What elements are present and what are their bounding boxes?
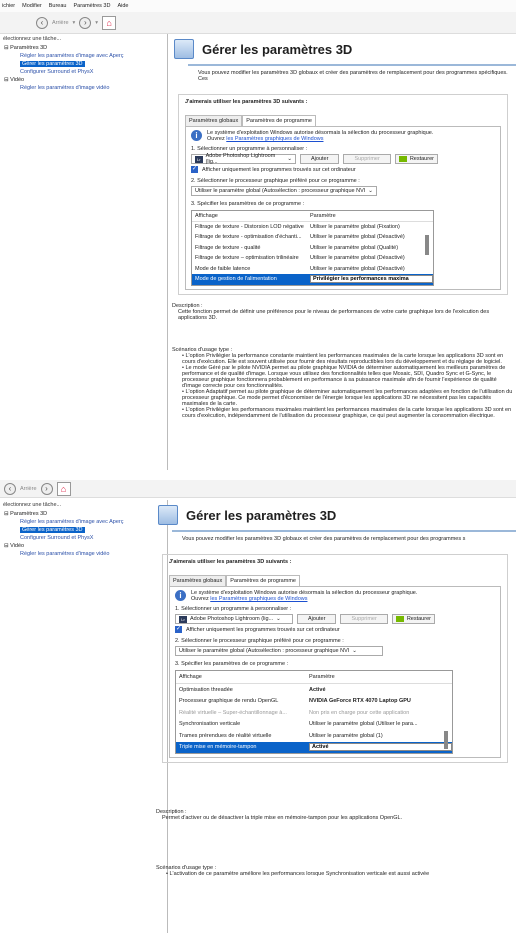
- home-icon[interactable]: ⌂: [57, 482, 71, 496]
- col-feature: Affichage: [179, 674, 202, 680]
- nvidia-icon: [396, 616, 404, 622]
- forward-arrow-icon[interactable]: ›: [41, 483, 53, 495]
- triple-buffering-select[interactable]: Activé: [309, 743, 452, 751]
- page-intro: Vous pouvez modifier les paramètres 3D globaux et créer des paramètres de remplacement pour des programmes spécifiques. Ces: [198, 70, 508, 82]
- page-intro: Vous pouvez modifier les paramètres 3D globaux et créer des paramètres de remplacement pour des programmes s: [182, 536, 466, 542]
- program-row: [191, 154, 495, 164]
- show-only-label: Afficher uniquement les programmes trouvés sur cet ordinateur: [202, 166, 356, 173]
- description-text: Cette fonction permet de définir une préférence pour le niveau de performances de votre carte graphique lors de l'exécution des applications 3D.: [178, 308, 490, 321]
- chevron-down-icon: ⌄: [287, 156, 292, 162]
- task-sidebar: [0, 34, 168, 470]
- home-icon[interactable]: ⌂: [102, 16, 116, 30]
- list-item: • L'option Privilégier les performances maximales maintient les performances maximales de la carte lorsque les applications 3D sont en cours d'exécution, indépendamment de l'utilisation du processeur graphique, ce qui peut augmenter la consommation électrique.: [182, 406, 512, 419]
- back-label[interactable]: Arrière: [52, 19, 69, 26]
- gpu-value: Utiliser le paramètre global (Autosélection : processeur graphique NVI: [179, 648, 350, 654]
- info-text: Le système d'exploitation Windows autorise désormais la sélection du processeur graphique.: [191, 590, 418, 596]
- tab-program-settings[interactable]: Paramètres de programme: [242, 115, 316, 126]
- info-open: Ouvrez: [191, 596, 209, 602]
- show-only-checkbox[interactable]: ✓: [175, 626, 182, 632]
- menu-help[interactable]: Aide: [117, 3, 129, 9]
- program-select[interactable]: [175, 614, 293, 624]
- table-row-selected[interactable]: Triple mise en mémoire-tampon Activé: [176, 742, 452, 754]
- info-notice: [191, 130, 495, 142]
- description-section: [172, 303, 516, 419]
- settings-heading: J'aimerais utiliser les paramètres 3D suivants :: [169, 559, 292, 565]
- description-section: [156, 809, 516, 877]
- tab-bar: [185, 115, 501, 126]
- page-title: Gérer les paramètres 3D: [202, 41, 353, 57]
- page-header: [168, 34, 516, 64]
- gpu-row: [191, 186, 495, 196]
- add-button[interactable]: Ajouter: [300, 154, 339, 164]
- tree-item-video-image[interactable]: Régler les paramètres d'image vidéo: [20, 551, 110, 557]
- step2-label: 2. Sélectionner le processeur graphique préféré pour ce programme :: [191, 178, 360, 184]
- tab-program-settings[interactable]: Paramètres de programme: [226, 575, 300, 586]
- page-title: Gérer les paramètres 3D: [186, 507, 337, 523]
- table-row[interactable]: Réalité virtuelle – Super-échantillonnage à... Non pris en charge pour cette application: [179, 709, 410, 716]
- tree-item-3d-settings[interactable]: ⊟ Paramètres 3D: [4, 511, 48, 517]
- list-item: • Le mode Géré par le pilote NVIDIA permet au pilote graphique NVIDIA de déterminer automatiquement les meilleurs paramètres de performance et de qualité d'image. Lorsque vous utilisez des fonctionnalités telles que Mosaic, SDI, Quadro Sync et G-Sync, le processeur graphique fonctionnera probablement en performance à sa puissance maximale afin de fournir l'expérience de qualité d'image correcte pour ces fonctionnalités.: [182, 364, 506, 389]
- grid-header: [176, 671, 452, 684]
- description-label: Description :: [172, 302, 203, 309]
- gpu-select[interactable]: [175, 646, 383, 656]
- restore-button[interactable]: Restaurer: [395, 154, 438, 164]
- tree-item-image-settings[interactable]: Régler les paramètres d'image avec Aperç: [20, 53, 124, 59]
- back-arrow-icon[interactable]: ‹: [36, 17, 48, 29]
- info-text: Le système d'exploitation Windows autorise désormais la sélection du processeur graphique.: [207, 130, 434, 136]
- step1-label: 1. Sélectionner un programme à personnaliser :: [191, 146, 308, 152]
- task-heading: électionnez une tâche...: [3, 502, 62, 508]
- 3d-settings-icon: [158, 505, 178, 525]
- lightroom-icon: Lr: [179, 616, 187, 623]
- description-label: Description :: [156, 809, 187, 815]
- usage-label: Scénarios d'usage type :: [156, 865, 217, 871]
- chevron-down-icon: ⌄: [352, 648, 357, 654]
- menu-desktop[interactable]: Bureau: [48, 3, 67, 9]
- show-only-checkbox[interactable]: ✓: [191, 166, 198, 172]
- task-heading: électionnez une tâche...: [3, 36, 62, 42]
- windows-graphics-link[interactable]: les Paramètres graphiques de Windows: [226, 136, 324, 142]
- table-row[interactable]: Filtrage de texture - Distorsion LOD négative Utiliser le paramètre global (Fixation): [195, 223, 400, 230]
- toolbar: [0, 12, 516, 34]
- grid-scrollbar[interactable]: [425, 235, 429, 255]
- tree-item-surround-physx[interactable]: Configurer Surround et PhysX: [20, 535, 94, 541]
- table-row[interactable]: Optimisation threadée Activé: [179, 686, 326, 693]
- settings-grid: [175, 670, 453, 754]
- remove-button[interactable]: Supprimer: [343, 154, 390, 164]
- grid-scrollbar[interactable]: [444, 731, 448, 749]
- table-row[interactable]: Processeur graphique de rendu OpenGL NVIDIA GeForce RTX 4070 Laptop GPU: [179, 698, 411, 705]
- step3-label: 3. Spécifier les paramètres de ce programme :: [191, 201, 305, 207]
- table-row[interactable]: Trames prérendues de réalité virtuelle Utiliser le paramètre global (1): [179, 732, 383, 739]
- task-tree: [0, 44, 167, 92]
- menu-bar: [0, 0, 516, 12]
- task-tree: [0, 510, 167, 558]
- nvidia-icon: [399, 156, 407, 162]
- table-row[interactable]: Mode de faible latence Utiliser le paramètre global (Désactivé): [195, 265, 405, 272]
- 3d-settings-icon: [174, 39, 194, 59]
- grid-header: [192, 211, 433, 222]
- table-row[interactable]: Filtrage de texture - qualité Utiliser le paramètre global (Qualité): [195, 244, 399, 251]
- step2-label: 2. Sélectionner le processeur graphique préféré pour ce programme :: [175, 638, 344, 644]
- description-text: Permet d'activer ou de désactiver la triple mise en mémoire-tampon pour les applications OpenGL.: [162, 815, 403, 821]
- table-row[interactable]: Synchronisation verticale Utiliser le paramètre global (Utiliser le para...: [179, 721, 418, 728]
- task-sidebar: [0, 500, 168, 933]
- tab-bar: [169, 575, 501, 586]
- settings-box: [178, 94, 508, 295]
- tree-item-manage-3d[interactable]: Gérer les paramètres 3D: [22, 527, 83, 533]
- gpu-row: [175, 646, 495, 656]
- show-only-row: [175, 626, 495, 633]
- chevron-down-icon: ⌄: [368, 188, 373, 194]
- table-row[interactable]: Filtrage de texture – optimisation trilinéaire Utiliser le paramètre global (Désactivé): [195, 255, 405, 262]
- menu-edit[interactable]: Modifier: [22, 3, 42, 9]
- settings-grid: [191, 210, 434, 286]
- settings-heading: J'aimerais utiliser les paramètres 3D suivants :: [185, 99, 308, 105]
- gpu-value: Utiliser le paramètre global (Autosélection : processeur graphique NVI: [195, 188, 366, 194]
- main-content: [152, 500, 516, 933]
- screenshot-panel-2: [0, 480, 516, 933]
- add-button[interactable]: Ajouter: [297, 614, 336, 624]
- info-icon: i: [175, 590, 186, 601]
- windows-graphics-link[interactable]: les Paramètres graphiques de Windows: [210, 596, 308, 602]
- tab-content: [185, 126, 501, 290]
- tree-item-3d-settings[interactable]: ⊟ Paramètres 3D: [4, 45, 48, 51]
- toolbar: [0, 480, 516, 498]
- show-only-row: [191, 166, 495, 173]
- lightroom-icon: Lr: [195, 156, 203, 163]
- usage-label: Scénarios d'usage type :: [172, 346, 233, 353]
- program-value: Adobe Photoshop Lightroom (lig...: [190, 616, 274, 622]
- dropdown-icon[interactable]: ▾: [72, 19, 76, 26]
- tree-item-manage-3d[interactable]: Gérer les paramètres 3D: [22, 61, 83, 67]
- col-feature: Affichage: [195, 212, 218, 219]
- back-arrow-icon[interactable]: ‹: [4, 483, 16, 495]
- forward-arrow-icon[interactable]: ›: [79, 17, 91, 29]
- tab-global-settings[interactable]: Paramètres globaux: [169, 575, 226, 586]
- gpu-select[interactable]: [191, 186, 377, 196]
- remove-button[interactable]: Supprimer: [340, 614, 387, 624]
- tree-item-video-image[interactable]: Régler les paramètres d'image vidéo: [20, 85, 110, 91]
- table-row[interactable]: Filtrage de texture - optimisation d'échanti... Utiliser le paramètre global (Désactivé): [195, 234, 405, 241]
- settings-box: [162, 554, 508, 763]
- list-item: • L'option Privilégier la performance constante maintient les performances maximales de la carte lorsque les applications 3D sont en cours d'exécution. Elle est souvent utilisée pour fournir des résultats reproductibles lors du développement et du réglage de logiciel.: [182, 352, 504, 365]
- power-mode-select[interactable]: Privilégier les performances maxima: [310, 275, 433, 283]
- tree-item-video[interactable]: ⊟ Vidéo: [4, 543, 25, 549]
- col-setting: Paramètre: [310, 212, 336, 219]
- restore-button[interactable]: Restaurer: [392, 614, 435, 624]
- menu-3d-settings[interactable]: Paramètres 3D: [73, 3, 111, 9]
- tree-item-image-settings[interactable]: Régler les paramètres d'image avec Aperç: [20, 519, 124, 525]
- tree-item-video[interactable]: ⊟ Vidéo: [4, 77, 25, 83]
- tree-item-surround-physx[interactable]: Configurer Surround et PhysX: [20, 69, 94, 75]
- main-content: [168, 34, 516, 470]
- info-notice: [175, 590, 495, 602]
- tab-global-settings[interactable]: Paramètres globaux: [185, 115, 242, 126]
- program-value: Adobe Photoshop Lightroom (lig...: [205, 153, 276, 165]
- step1-label: 1. Sélectionner un programme à personnaliser :: [175, 606, 292, 612]
- info-open: Ouvrez: [207, 136, 225, 142]
- chevron-down-icon: ⌄: [276, 616, 281, 622]
- tab-content: [169, 586, 501, 758]
- show-only-label: Afficher uniquement les programmes trouvés sur cet ordinateur: [186, 626, 340, 633]
- col-setting: Paramètre: [309, 674, 335, 680]
- step3-label: 3. Spécifier les paramètres de ce programme :: [175, 661, 289, 667]
- info-icon: i: [191, 130, 202, 141]
- program-row: [175, 614, 495, 624]
- page-header: [152, 500, 516, 530]
- dropdown-icon[interactable]: ▾: [95, 19, 99, 26]
- program-select[interactable]: [191, 154, 296, 164]
- table-row-selected[interactable]: Mode de gestion de l'alimentation Privilégier les performances maxima: [192, 274, 433, 285]
- back-label[interactable]: Arrière: [20, 485, 37, 492]
- menu-file[interactable]: ichier: [2, 3, 16, 9]
- list-item: • L'activation de ce paramètre améliore les performances lorsque Synchronisation verticale est aussi activée: [166, 871, 430, 877]
- list-item: • L'option Adaptatif permet au pilote graphique de déterminer automatiquement les performances adaptées en fonction de l'utilisation du processeur graphique. Ce mode permet d'économiser de l'énergie lorsque les applications 3D ne nécessitent pas les capacités maximales de la carte.: [182, 388, 513, 407]
